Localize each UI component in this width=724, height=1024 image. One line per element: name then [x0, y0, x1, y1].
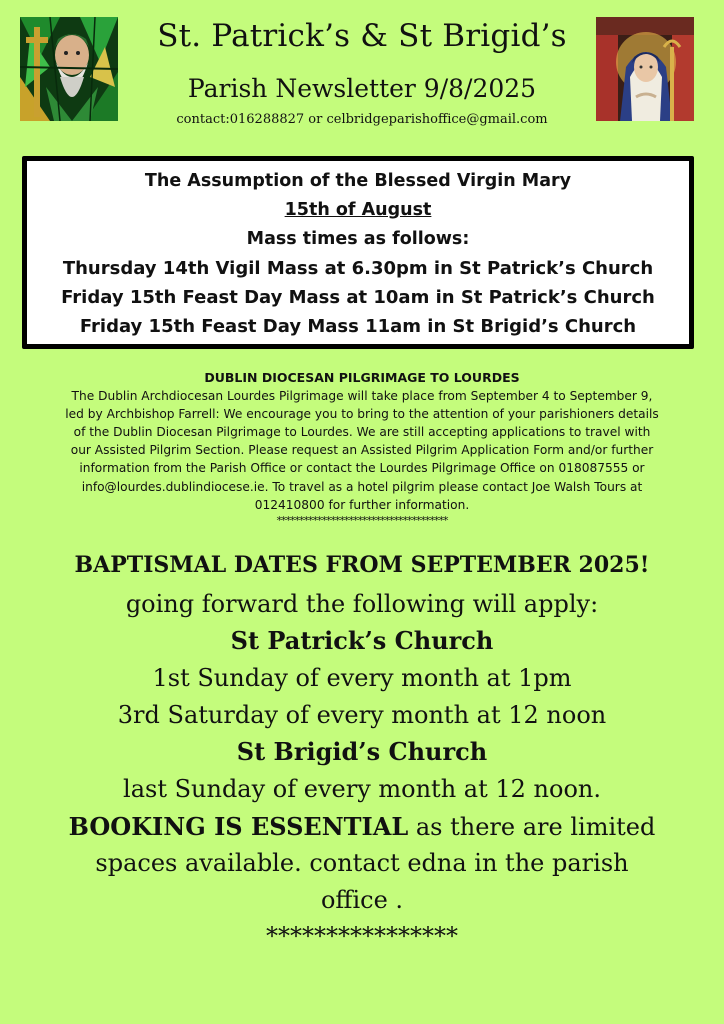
booking-line [30, 812, 694, 841]
booking-line: office . [320, 886, 404, 914]
lourdes-text-line: of the Dublin Diocesan Pilgrimage to Lourdes. We are still accepting applications to travel with [73, 425, 651, 440]
feast-title: The Assumption of the Blessed Virgin Mary [144, 171, 572, 191]
mass-times-heading: Mass times as follows: [246, 229, 470, 249]
lourdes-text-line: The Dublin Archdiocesan Lourdes Pilgrimage will take place from September 4 to September 9, [71, 389, 653, 404]
lourdes-title: DUBLIN DIOCESAN PILGRIMAGE TO LOURDES [204, 370, 520, 385]
page-title: St. Patrick’s & St Brigid’s [157, 18, 567, 54]
mass-time-friday-patrick: Friday 15th Feast Day Mass at 10am in St Patrick’s Church [61, 287, 655, 308]
contact-info: contact:016288827 or celbridgeparishoffice@gmail.com [176, 112, 548, 127]
baptism-date-line: 1st Sunday of every month at 1pm [152, 664, 572, 692]
lourdes-text-line: our Assisted Pilgrim Section. Please request an Assisted Pilgrim Application Form and/or further [70, 443, 654, 458]
church-heading-brigid: St Brigid’s Church [236, 737, 488, 766]
baptism-heading: BAPTISMAL DATES FROM SEPTEMBER 2025! [74, 552, 650, 578]
lourdes-text-line: led by Archbishop Farrell: We encourage you to bring to the attention of your parishioners details [65, 407, 659, 422]
baptism-intro: going forward the following will apply: [125, 590, 599, 618]
baptism-divider: **************** [266, 922, 458, 950]
mass-time-friday-brigid: Friday 15th Feast Day Mass 11am in St Brigid’s Church [79, 316, 637, 337]
lourdes-divider: ************************************** [276, 513, 448, 527]
st-brigid-image [596, 17, 694, 121]
st-patrick-image [20, 17, 118, 121]
baptism-date-line: last Sunday of every month at 12 noon. [123, 775, 601, 803]
booking-line: spaces available. contact edna in the parish [95, 849, 629, 877]
church-heading-patrick: St Patrick’s Church [230, 626, 494, 655]
lourdes-text-line: info@lourdes.dublindiocese.ie. To travel as a hotel pilgrim please contact Joe Walsh Tours at [81, 479, 643, 494]
mass-times-box [22, 156, 694, 349]
lourdes-text-line: 012410800 for further information. [254, 497, 470, 512]
booking-essential: BOOKING IS ESSENTIAL [68, 812, 409, 841]
lourdes-notice [16, 369, 708, 528]
lourdes-text-line: information from the Parish Office or contact the Lourdes Pilgrimage Office on 018087555 or [79, 461, 645, 476]
st-brigid-painting-icon [596, 17, 694, 121]
st-patrick-stained-glass-icon [20, 17, 118, 121]
feast-date: 15th of August [284, 200, 432, 220]
booking-rest: as there are limited [408, 813, 656, 841]
baptism-date-line: 3rd Saturday of every month at 12 noon [117, 701, 607, 729]
mass-time-thursday: Thursday 14th Vigil Mass at 6.30pm in St Patrick’s Church [62, 258, 654, 279]
newsletter-subtitle: Parish Newsletter 9/8/2025 [187, 74, 537, 103]
